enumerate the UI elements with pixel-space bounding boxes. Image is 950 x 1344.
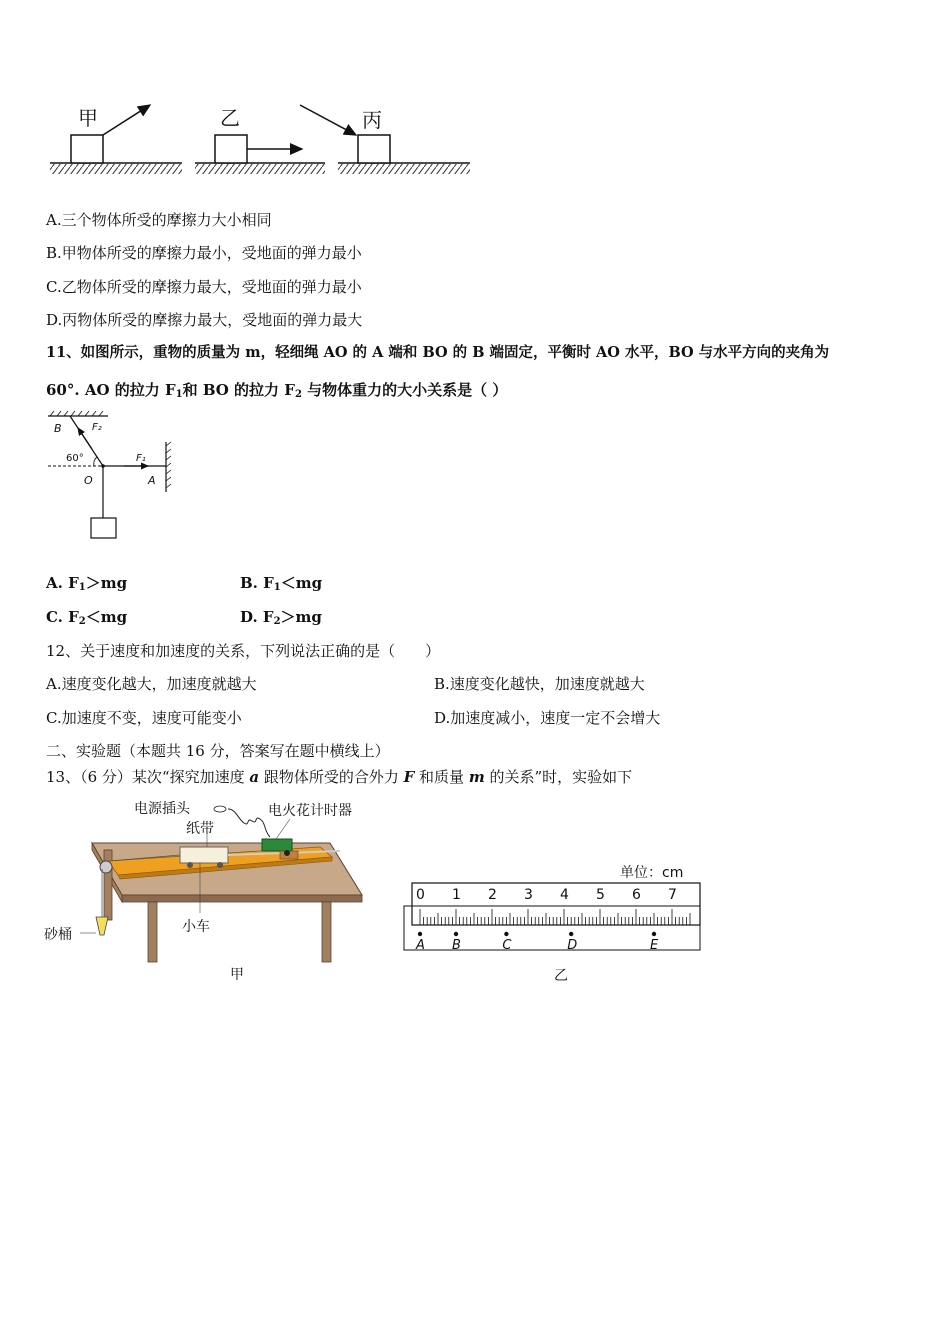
ruler-number: 5 [596, 887, 605, 903]
q10-option-d: D.丙物体所受的摩擦力最大，受地面的弹力最大 [46, 311, 363, 329]
point-label-b: B [452, 938, 461, 953]
q11-option-c: C. $F_2<mg$ [46, 608, 128, 627]
label-b: B [54, 422, 62, 435]
q11-option-a: A. $F_1>mg$ [46, 574, 128, 593]
point-dot-a [418, 932, 422, 936]
ruler-number: 4 [560, 887, 569, 903]
q12-option-c: C.加速度不变，速度可能变小 [46, 709, 242, 727]
q10-option-a: A.三个物体所受的摩擦力大小相同 [46, 211, 272, 229]
label-bing: 丙 [362, 108, 382, 132]
block-yi [195, 106, 325, 174]
apparatus-figure [40, 795, 380, 990]
label-f1: F₁ [136, 453, 146, 464]
label-power-plug: 电源插头 [134, 801, 190, 817]
caption-left: 甲 [230, 967, 244, 983]
q11-stem-line2: 60°. AO 的拉力 $F_1$和 BO 的拉力 $F_2$ 与物体重力的大小关系是（ ） [46, 381, 508, 400]
three-blocks-figure [40, 95, 480, 185]
point-label-a: A [416, 938, 425, 953]
label-unit: 单位：cm [620, 865, 684, 881]
q11-option-b: B. $F_1<mg$ [240, 574, 323, 593]
ruler-number: 0 [416, 887, 425, 903]
point-dot-c [504, 932, 508, 936]
block-bing [300, 105, 470, 174]
q12-option-a: A.速度变化越大，加速度就越大 [46, 675, 257, 693]
rope-weight-figure [44, 408, 184, 543]
label-timer: 电火花计时器 [268, 803, 352, 819]
ruler-number: 3 [524, 887, 533, 903]
point-label-d: D [567, 938, 578, 953]
q11-stem-line1: 11、如图所示，重物的质量为 m，轻细绳 AO 的 A 端和 BO 的 B 端固定，平衡时 AO 水平，BO 与水平方向的夹角为 [46, 344, 830, 361]
label-sand-bucket: 砂桶 [44, 927, 72, 943]
label-a: A [148, 474, 156, 487]
point-dot-d [569, 932, 573, 936]
point-label-e: E [650, 938, 659, 953]
ruler-figure [400, 858, 710, 988]
section-heading: 二、实验题（本题共 16 分，答案写在题中横线上） [46, 742, 390, 760]
point-dot-e [652, 932, 656, 936]
q10-option-c: C.乙物体所受的摩擦力最大，受地面的弹力最小 [46, 278, 362, 296]
q10-option-b: B.甲物体所受的摩擦力最小，受地面的弹力最小 [46, 244, 362, 262]
label-angle: 60° [66, 453, 84, 464]
ruler-number: 6 [632, 887, 641, 903]
ruler-number: 7 [668, 887, 677, 903]
point-label-c: C [502, 938, 512, 953]
label-cart: 小车 [182, 919, 210, 935]
ruler-number: 1 [452, 887, 461, 903]
q12-stem: 12、关于速度和加速度的关系，下列说法正确的是（ ） [46, 642, 441, 660]
q12-option-d: D.加速度减小，速度一定不会增大 [434, 709, 661, 727]
label-f2: F₂ [92, 422, 102, 433]
label-yi: 乙 [220, 106, 240, 130]
q11-option-d: D. $F_2>mg$ [240, 608, 322, 627]
point-dot-b [454, 932, 458, 936]
block-jia [50, 105, 182, 174]
q12-option-b: B.速度变化越快，加速度就越大 [434, 675, 645, 693]
caption-right: 乙 [554, 968, 568, 984]
label-tape: 纸带 [186, 821, 214, 837]
label-o: O [84, 474, 93, 487]
label-jia: 甲 [78, 106, 98, 130]
q13-stem: 13、（6 分）某次“探究加速度 a 跟物体所受的合外力 F 和质量 m 的关系”时，实验如下 [46, 768, 633, 786]
ruler-number: 2 [488, 887, 497, 903]
